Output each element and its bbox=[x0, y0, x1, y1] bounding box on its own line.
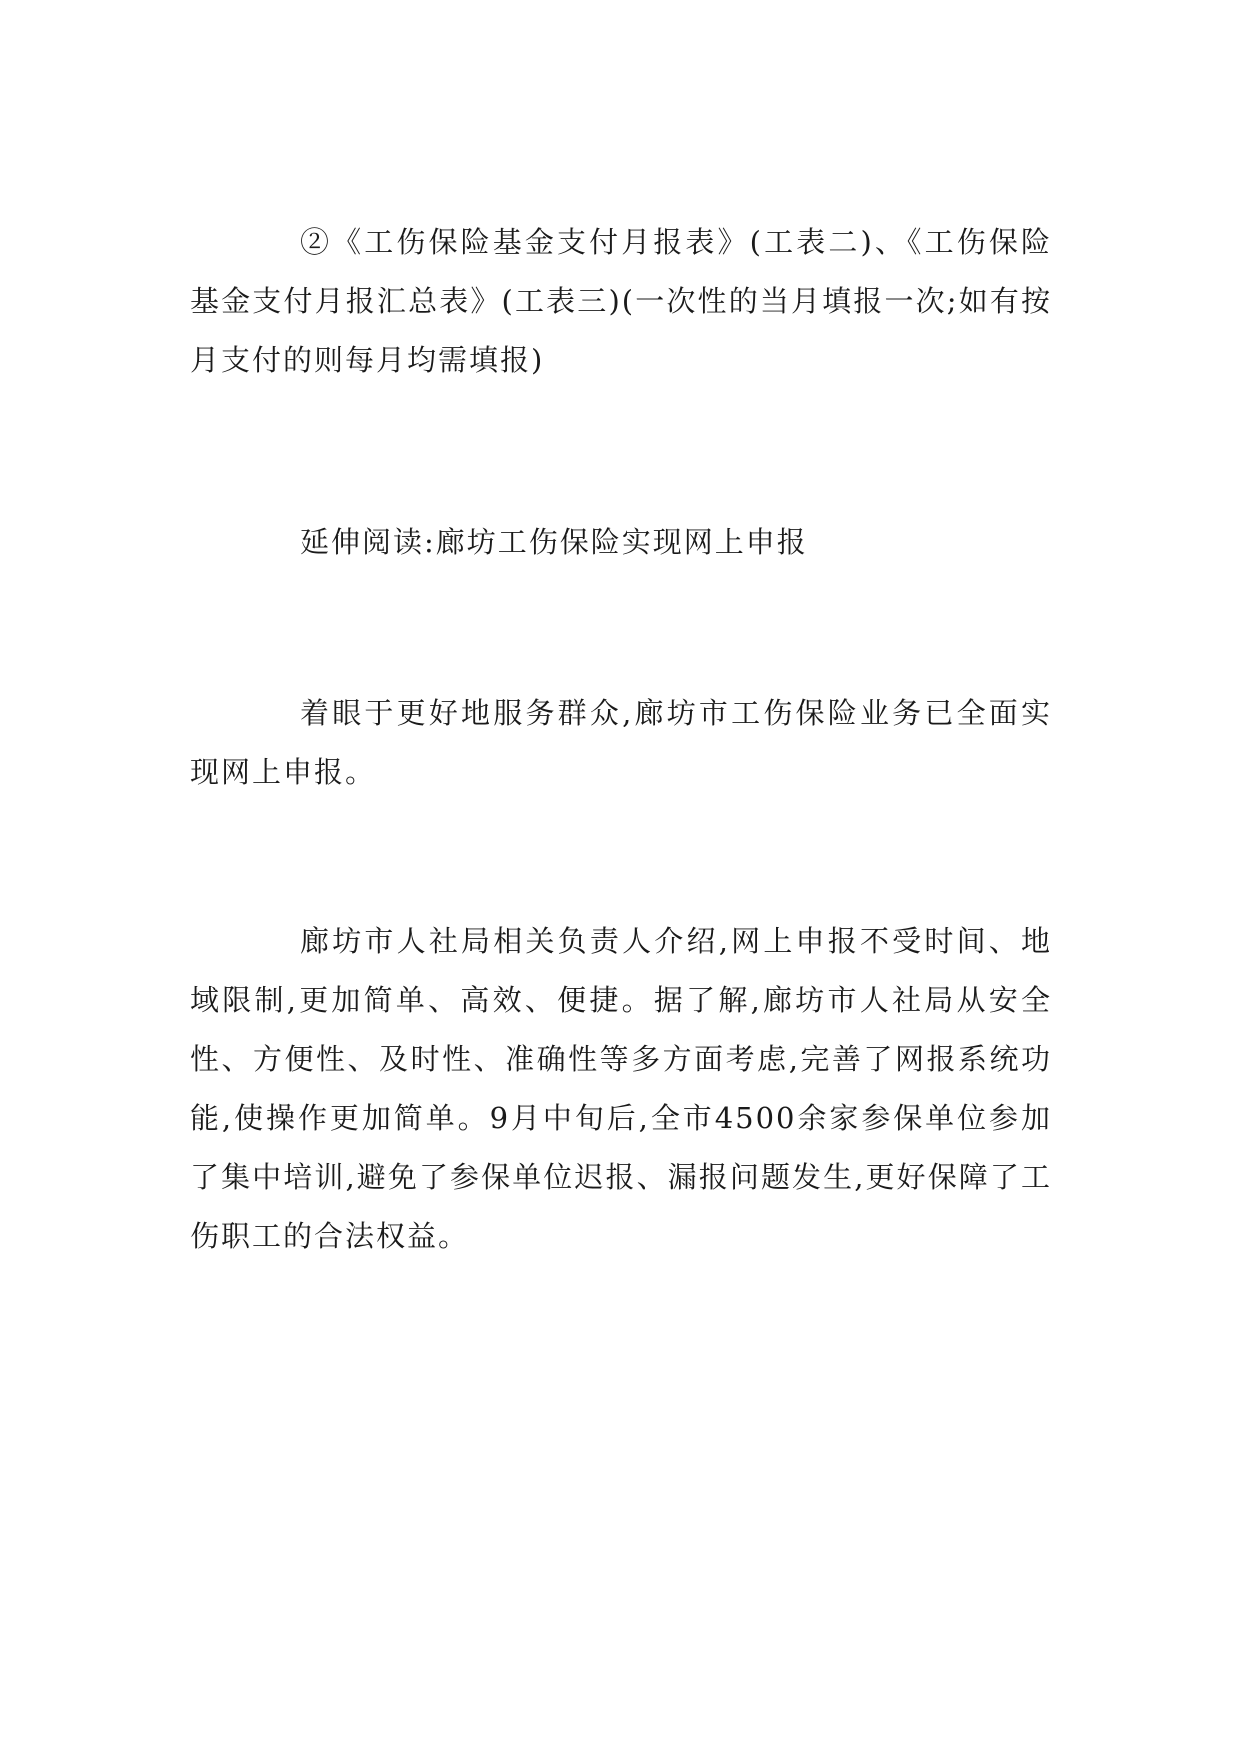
paragraph-online-declaration: 着眼于更好地服务群众,廊坊市工伤保险业务已全面实现网上申报。 bbox=[190, 696, 1052, 789]
paragraph-extended-reading-title: 延伸阅读:廊坊工伤保险实现网上申报 bbox=[300, 525, 808, 559]
paragraph-bureau-introduction: 廊坊市人社局相关负责人介绍,网上申报不受时间、地域限制,更加简单、高效、便捷。据了解,廊坊市人社局从安全性、方便性、及时性、准确性等多方面考虑,完善了网报系统功能,使操作更加简单。9月中旬后,全市4500余家参保单位参加了集中培训,避免了参保单位迟报、漏报问题发生,更好保障了工伤职工的合法权益。 bbox=[190, 924, 1052, 1253]
paragraph-report-forms: ②《工伤保险基金支付月报表》(工表二)、《工伤保险基金支付月报汇总表》(工表三)(一次性的当月填报一次;如有按月支付的则每月均需填报) bbox=[190, 225, 1052, 377]
